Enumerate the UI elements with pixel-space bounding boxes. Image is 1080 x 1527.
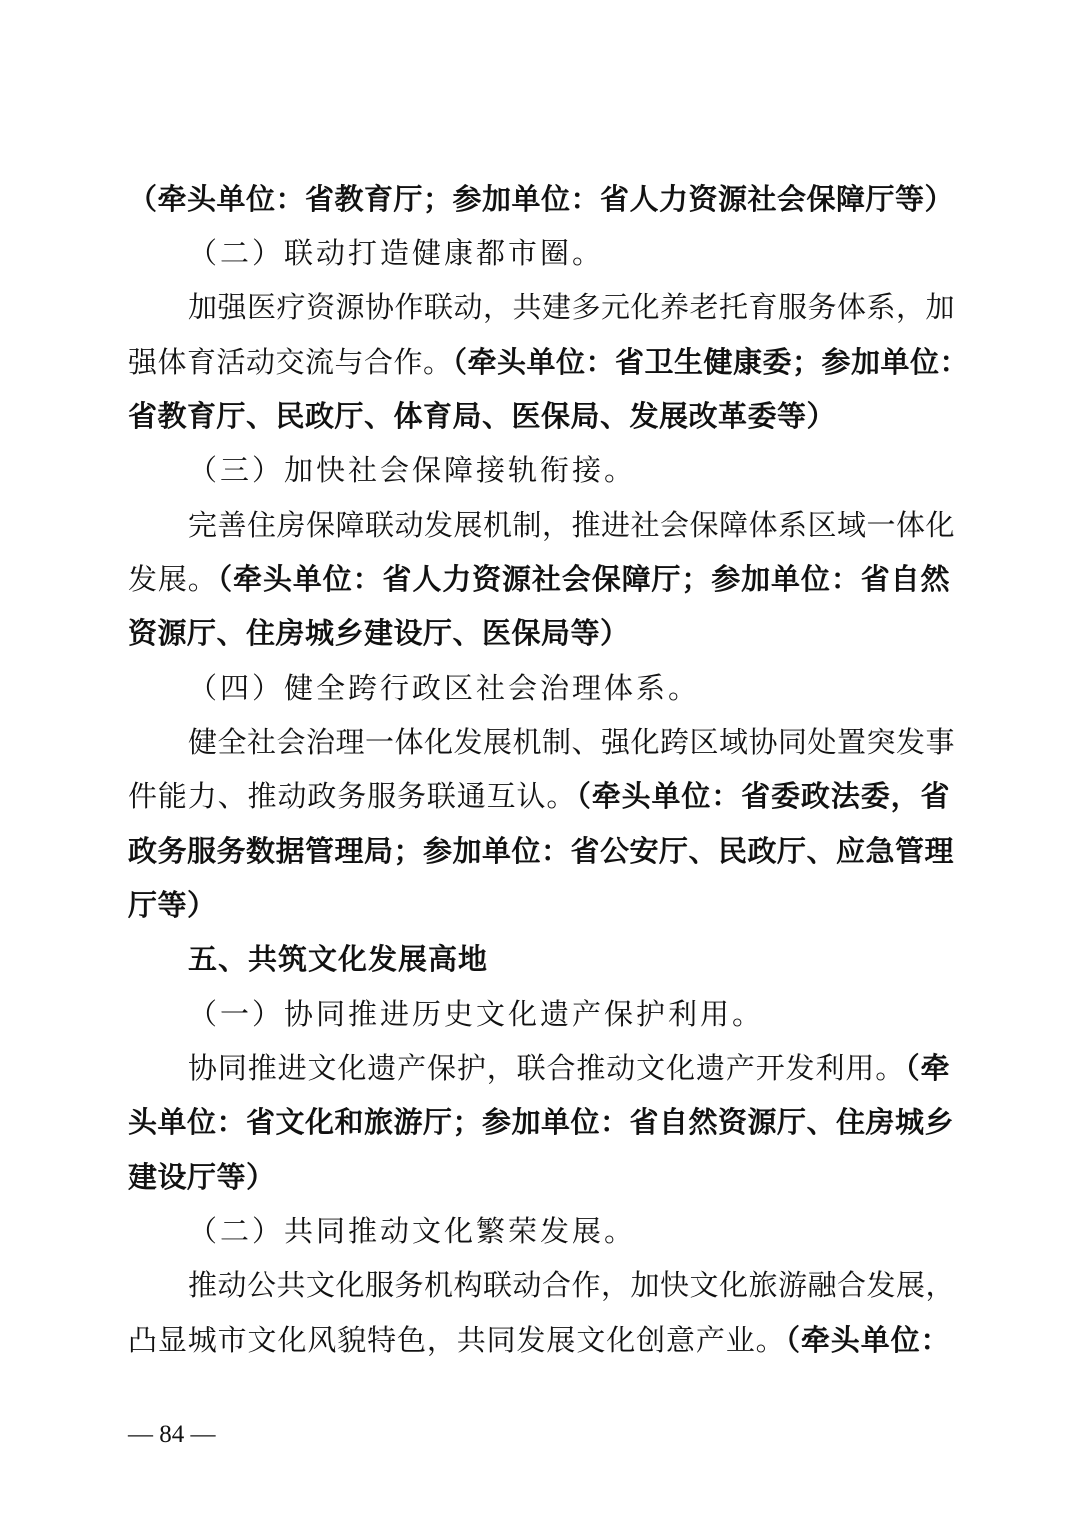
paragraph-line bbox=[128, 611, 630, 655]
paragraph-line: 协同推进文化遗产保护，联合推动文化遗产开发利用。（牵 bbox=[188, 1051, 950, 1085]
lead-unit-text: （牵头单位：省卫生健康委；参加单位： bbox=[452, 345, 970, 379]
paragraph-line: 完善住房保障联动发展机制，推进社会保障体系区域一体化 bbox=[188, 508, 956, 542]
paragraph-line: 加强医疗资源协作联动，共建多元化养老托育服务体系，加 bbox=[188, 290, 956, 324]
paragraph-line bbox=[128, 177, 955, 221]
subsection-heading: （四）健全跨行政区社会治理体系。 bbox=[188, 671, 701, 705]
lead-unit-text: 建设厅等） bbox=[128, 1160, 276, 1194]
paragraph-line bbox=[128, 1155, 276, 1199]
paragraph-line: 健全社会治理一体化发展机制、强化跨区域协同处置突发事 bbox=[188, 725, 956, 759]
lead-unit-text: （牵头单位： bbox=[785, 1323, 950, 1357]
subsection-heading: （二）共同推动文化繁荣发展。 bbox=[188, 1214, 637, 1248]
lead-unit-text: 厅等） bbox=[128, 888, 217, 922]
subsection-heading: （三）加快社会保障接轨衔接。 bbox=[188, 453, 637, 487]
lead-unit-text: 资源厅、住房城乡建设厅、医保局等） bbox=[128, 616, 630, 650]
paragraph-line bbox=[128, 883, 217, 927]
paragraph-line bbox=[128, 829, 955, 873]
lead-unit-text: （牵 bbox=[905, 1051, 950, 1085]
lead-unit-text: （牵头单位：省委政法委，省 bbox=[576, 779, 950, 813]
lead-unit-text: （牵头单位：省教育厅；参加单位：省人力资源社会保障厅等） bbox=[128, 182, 955, 216]
paragraph-line bbox=[128, 394, 836, 438]
paragraph-line: 发展。（牵头单位：省人力资源社会保障厅；参加单位：省自然 bbox=[128, 562, 950, 596]
subsection-heading: （二）联动打造健康都市圈。 bbox=[188, 236, 605, 270]
paragraph-line: 件能力、推动政务服务联通互认。（牵头单位：省委政法委，省 bbox=[128, 779, 950, 813]
section-heading: 五、共筑文化发展高地 bbox=[188, 942, 489, 976]
lead-unit-text: 政务服务数据管理局；参加单位：省公安厅、民政厅、应急管理 bbox=[128, 834, 955, 868]
paragraph-line: 凸显城市文化风貌特色，共同发展文化创意产业。（牵头单位： bbox=[128, 1323, 950, 1357]
lead-unit-text: 省教育厅、民政厅、体育局、医保局、发展改革委等） bbox=[128, 399, 837, 433]
paragraph-line: 强体育活动交流与合作。（牵头单位：省卫生健康委；参加单位： bbox=[128, 345, 970, 379]
paragraph-line: 推动公共文化服务机构联动合作，加快文化旅游融合发展， bbox=[188, 1268, 956, 1302]
lead-unit-text: （牵头单位：省人力资源社会保障厅；参加单位：省自然 bbox=[217, 562, 950, 596]
subsection-heading: （一）协同推进历史文化遗产保护利用。 bbox=[188, 997, 765, 1031]
lead-unit-text: 头单位：省文化和旅游厅；参加单位：省自然资源厅、住房城乡 bbox=[128, 1105, 955, 1139]
paragraph-line bbox=[128, 1100, 955, 1144]
page-number: — 84 — bbox=[128, 1421, 216, 1448]
